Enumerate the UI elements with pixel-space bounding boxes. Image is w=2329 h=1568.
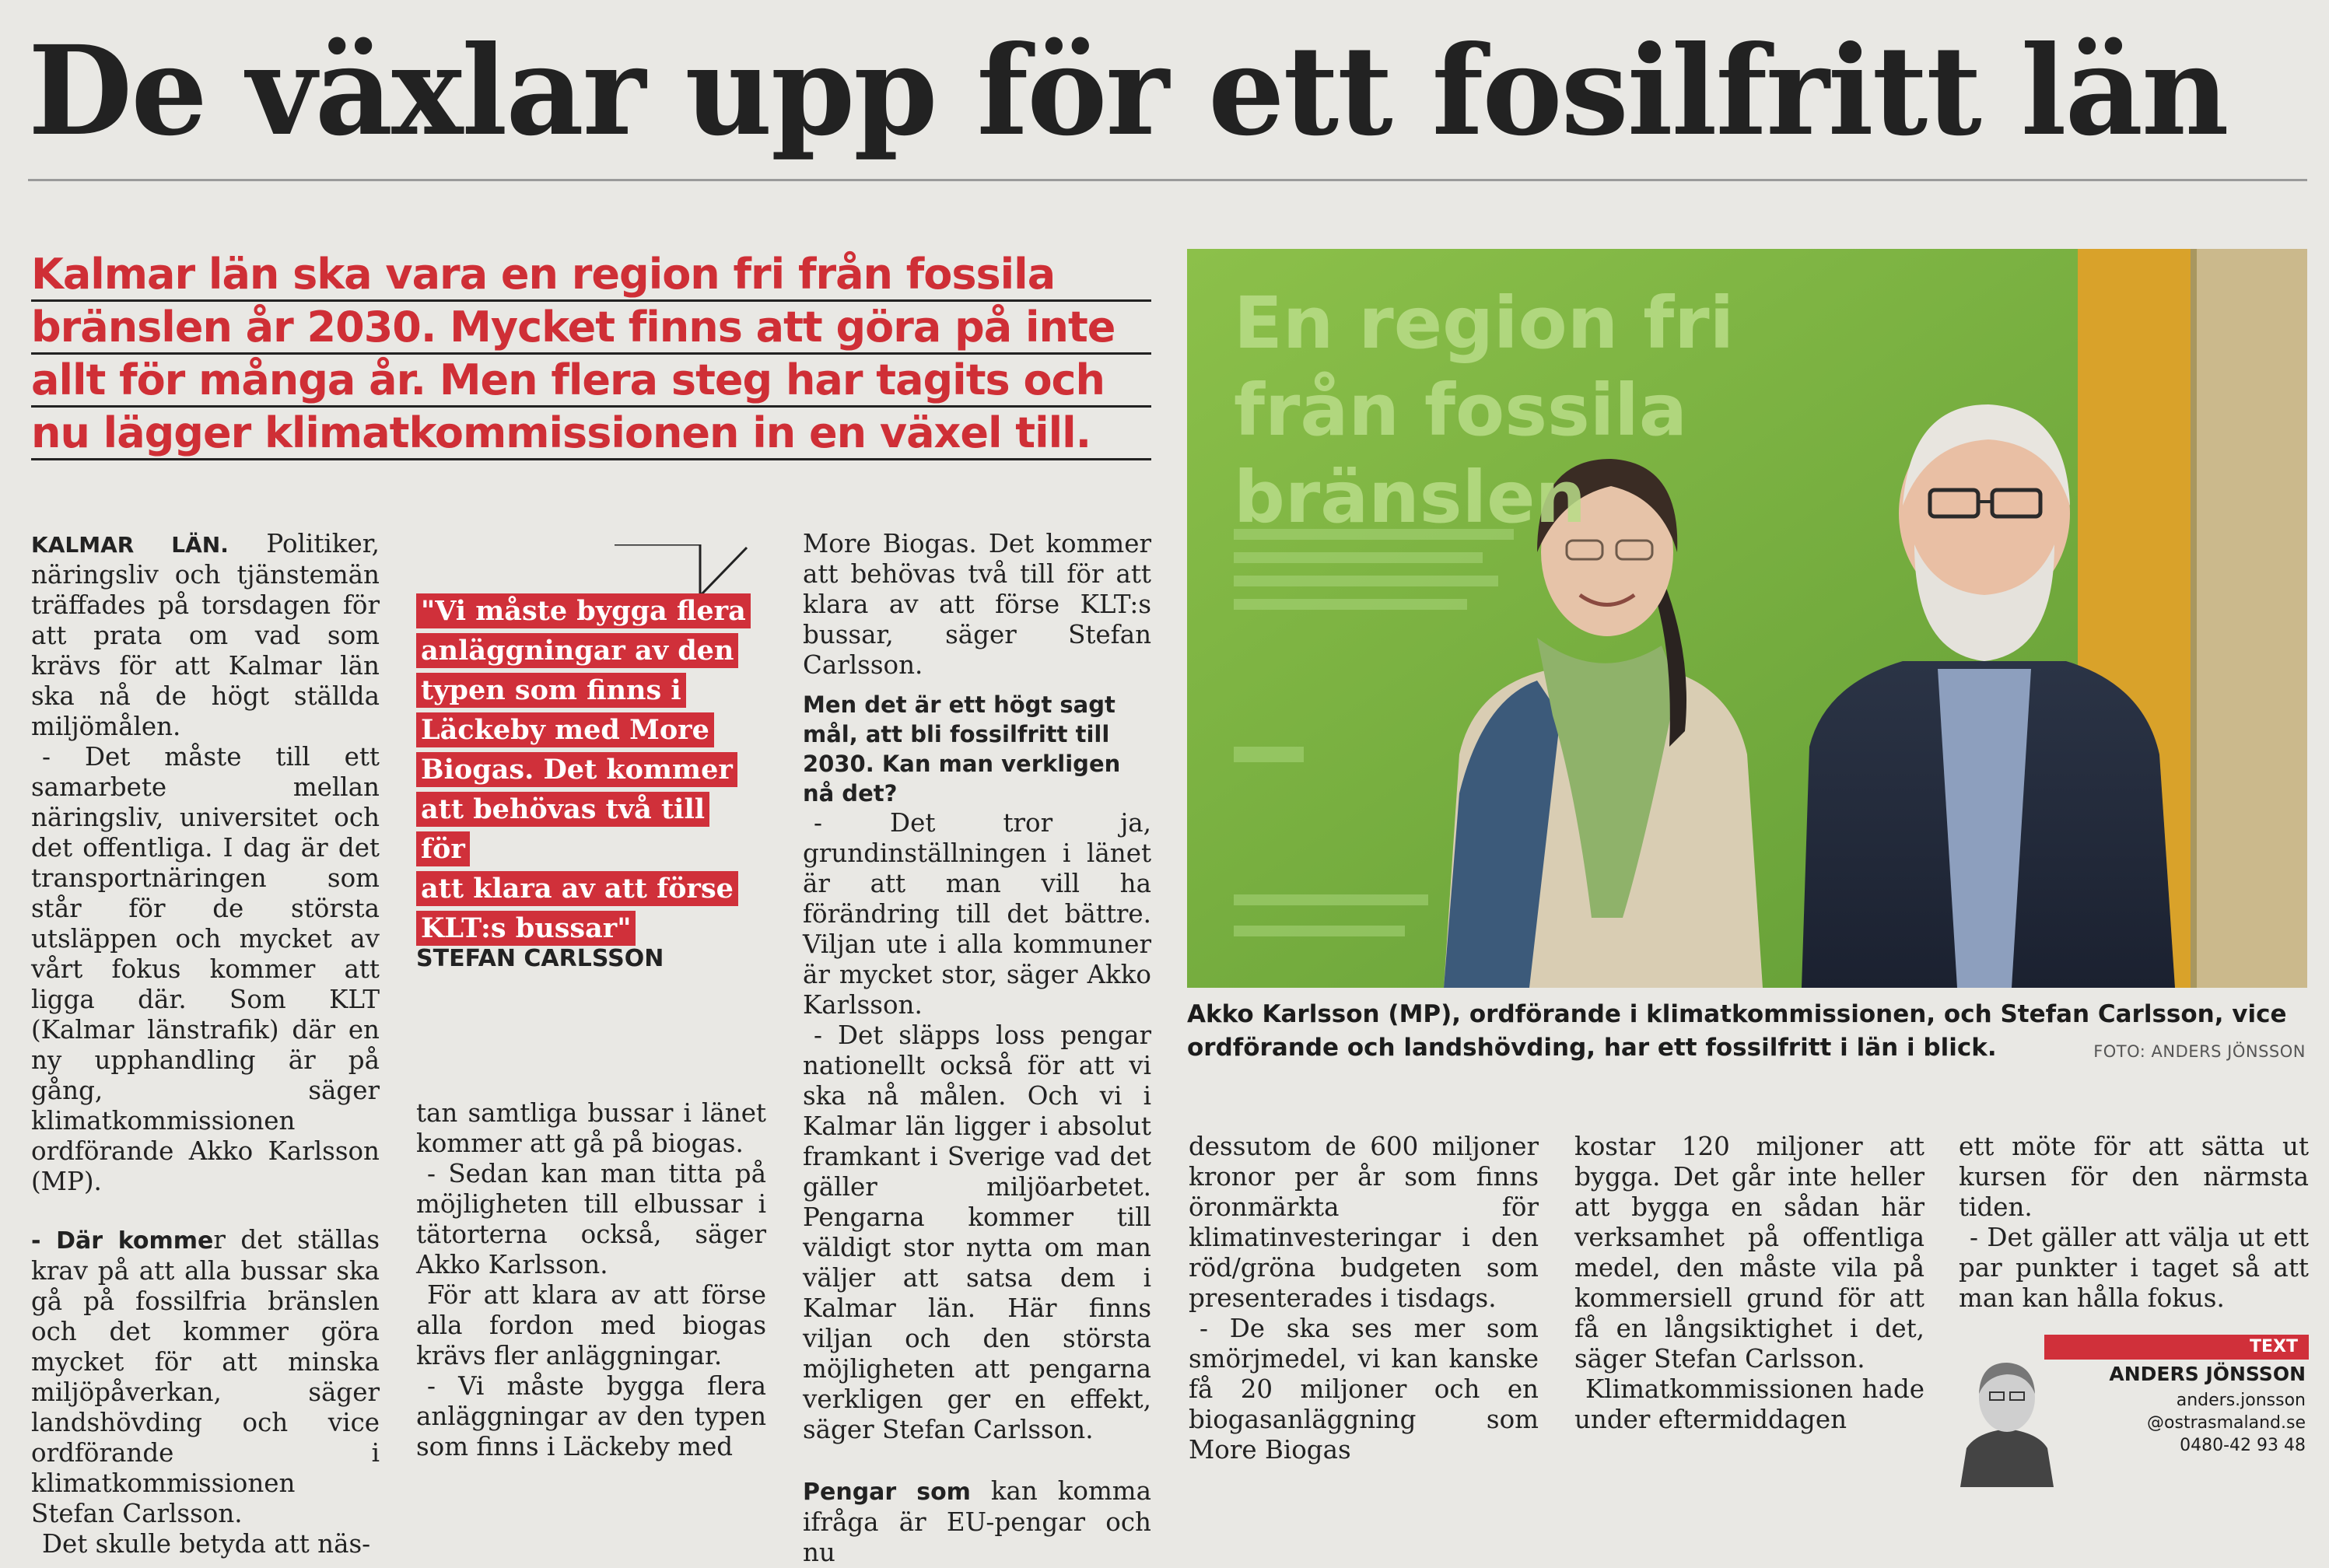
ingress-line: nu lägger klimatkommissionen in en växel till.	[31, 408, 1151, 460]
pull-quote-line: att klara av att förse	[416, 871, 738, 906]
poster-line: från fossila	[1234, 369, 1687, 452]
interview-question: Men det är ett högt sagt mål, att bli fossilfritt till 2030. Kan man verkligen nå det?	[803, 691, 1121, 807]
pull-quote-line: "Vi måste bygga flera	[416, 593, 751, 628]
pull-quote-line: typen som finns i	[416, 673, 686, 708]
paragraph-lead: - Där komme	[31, 1227, 214, 1255]
pull-quote-line: att behövas två till för	[416, 792, 709, 866]
quote-byline: STEFAN CARLSSON	[416, 945, 664, 972]
pull-quote	[416, 591, 758, 948]
paragraph: dessutom de 600 miljoner kronor per år som finns öronmärkta för klimatinvesteringar i den röd/gröna budgeten som presenterades i tisdags.	[1189, 1132, 1539, 1313]
pull-quote-line: anläggningar av den	[416, 633, 738, 668]
paragraph: ett möte för att sätta ut kursen för den närmsta tiden.	[1959, 1132, 2309, 1222]
paragraph: För att klara av att förse alla fordon med biogas krävs fler anläggningar.	[416, 1280, 766, 1370]
photo-caption: Akko Karlsson (MP), ordförande i klimatkommissionen, och Stefan Carlsson, vice ordförande och landshövding, har ett fossilfritt i län i blick.	[1187, 1000, 2287, 1062]
paragraph: More Biogas. Det kommer att behövas två till för att klara av att förse KLT:s bussar, säger Stefan Carlsson.	[803, 529, 1151, 680]
author-byline	[1960, 1332, 2310, 1487]
pull-quote-line: KLT:s bussar"	[416, 911, 636, 946]
poster-line: En region fri	[1234, 282, 1735, 365]
paragraph: kan komma ifråga är EU-pengar och nu	[803, 1476, 1151, 1567]
author-email[interactable]: anders.jonsson @ostrasmaland.se	[2147, 1391, 2306, 1433]
author-phone: 0480-42 93 48	[2180, 1436, 2306, 1455]
article-column-1	[31, 529, 380, 1559]
paragraph-lead: Pengar som	[803, 1479, 971, 1506]
paragraph: Politiker, näringsliv och tjänstemän träffades på torsdagen för att prata om vad som krävs för att Kalmar län ska nå de högt ställda miljömålen.	[31, 529, 380, 741]
paragraph: kostar 120 miljoner att bygga. Det går inte heller att bygga en sådan här verksamhet på offentliga medel, den måste vila på kommersiell grund för att få en långsiktighet i det, säger Stefan Carlsson.	[1574, 1132, 1924, 1374]
article-column-2	[416, 1098, 766, 1462]
headline: De växlar upp för ett fosilfritt län	[28, 19, 2228, 163]
article-column-4	[1189, 1132, 1539, 1465]
paragraph: r det ställas krav på att alla bussar ska gå på fossilfria bränslen och det kommer göra mycket för att minska miljöpåverkan, säger landshövding och vice ordförande i klimatkommissionen Stefan Carlsson.	[31, 1225, 380, 1528]
article-column-5	[1574, 1132, 1924, 1435]
photo-credit: FOTO: ANDERS JÖNSSON	[2093, 1042, 2306, 1061]
paragraph: - Sedan kan man titta på möjligheten till elbussar i tätorterna också, säger Akko Karlsson.	[416, 1159, 766, 1279]
paragraph: - Det tror ja, grundinställningen i länet är att man vill ha förändring till det bättre. Viljan ute i alla kommuner är mycket stor, säger Akko Karlsson.	[803, 808, 1151, 1020]
ingress-line: allt för många år. Men flera steg har tagits och	[31, 355, 1151, 408]
article-column-3	[803, 529, 1151, 1568]
headline-rule	[28, 179, 2307, 181]
paragraph: - Det gäller att välja ut ett par punkter i taget så att man kan hålla fokus.	[1959, 1223, 2309, 1313]
dateline: KALMAR LÄN.	[31, 532, 229, 558]
article-column-6	[1959, 1132, 2309, 1314]
paragraph: Klimatkommissionen hade under eftermiddagen	[1574, 1374, 1924, 1434]
article-photo	[1187, 249, 2307, 988]
author-portrait	[1960, 1332, 2054, 1487]
photo-poster-text	[1234, 280, 1734, 541]
paragraph: - Det måste till ett samarbete mellan näringsliv, universitet och det offentliga. I dag är det transportnäringen som står för de största utsläppen och mycket av vårt fokus kommer att ligga där. Som KLT (Kalmar länstrafik) där en ny upphandling är på gång, säger klimatkommissionen ordförande Akko Karlsson (MP).	[31, 742, 380, 1196]
ingress-line: bränslen år 2030. Mycket finns att göra på inte	[31, 302, 1151, 355]
ingress-line: Kalmar län ska vara en region fri från fossila	[31, 249, 1151, 302]
paragraph: - De ska ses mer som smörjmedel, vi kan kanske få 20 miljoner och en biogasanläggning som More Biogas	[1189, 1314, 1539, 1465]
pull-quote-line: Läckeby med More	[416, 712, 714, 747]
author-name: ANDERS JÖNSSON	[2109, 1363, 2306, 1385]
paragraph: tan samtliga bussar i länet kommer att gå på biogas.	[416, 1098, 766, 1158]
paragraph: Det skulle betyda att näs-	[42, 1529, 371, 1559]
pull-quote-line: Biogas. Det kommer	[416, 752, 737, 787]
paragraph: - Det släpps loss pengar nationellt också för att vi ska nå målen. Och vi i Kalmar län ligger i absolut framkant i Sverige vad det gäller miljöarbetet. Pengarna kommer till väldigt stor nytta om man väljer att satsa dem i Kalmar län. Här finns viljan och den största möjligheten att pengarna verkligen ger en effekt, säger Stefan Carlsson.	[803, 1020, 1151, 1444]
byline-tag: TEXT	[2044, 1335, 2309, 1360]
poster-line: bränslen	[1234, 456, 1586, 539]
ingress	[31, 249, 1151, 460]
paragraph: - Vi måste bygga flera anläggningar av den typen som finns i Läckeby med	[416, 1371, 766, 1461]
